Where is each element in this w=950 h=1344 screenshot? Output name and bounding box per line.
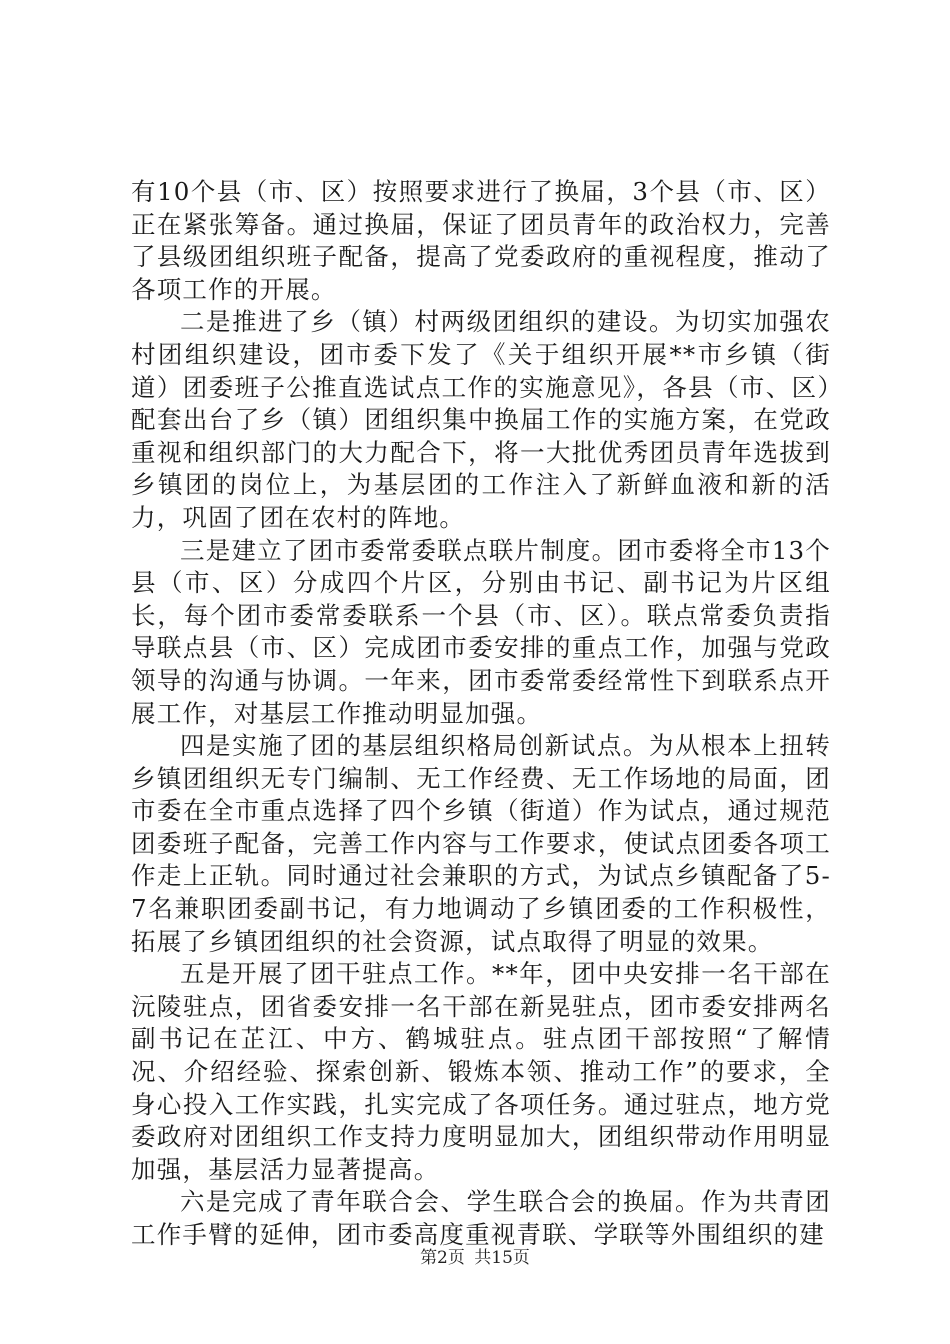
paragraph-2: 二是推进了乡（镇）村两级团组织的建设。为切实加强农村团组织建设，团市委下发了《关于组织开展**市乡镇（街道）团委班子公推直选试点工作的实施意见》，各县（市、区）配套出台了乡（镇）团组织集中换届工作的实施方案，在党政重视和组织部门的大力配合下，将一大批优秀团员青年选拔到乡镇团的岗位上，为基层团的工作注入了新鲜血液和新的活力，巩固了团在农村的阵地。 — [131, 307, 831, 532]
paragraph-continuation: 有10个县（市、区）按照要求进行了换届，3个县（市、区）正在紧张筹备。通过换届，保证了团员青年的政治权力，完善了县级团组织班子配备，提高了党委政府的重视程度，推动了各项工作的开展。 — [131, 177, 831, 304]
page-footer — [0, 1243, 950, 1268]
paragraph-3: 三是建立了团市委常委联点联片制度。团市委将全市13个县（市、区）分成四个片区，分别由书记、副书记为片区组长，每个团市委常委联系一个县（市、区）。联点常委负责指导联点县（市、区）完成团市委安排的重点工作，加强与党政领导的沟通与协调。一年来，团市委常委经常性下到联系点开展工作，对基层工作推动明显加强。 — [131, 535, 831, 728]
paragraph-6: 六是完成了青年联合会、学生联合会的换届。作为共青团工作手臂的延伸，团市委高度重视青联、学联等外围组织的建 — [131, 1187, 831, 1249]
page-number: 第2页 — [420, 1248, 465, 1268]
paragraph-5: 五是开展了团干驻点工作。**年，团中央安排一名干部在沅陵驻点，团省委安排一名干部在新晃驻点，团市委安排两名副书记在芷江、中方、鹤城驻点。驻点团干部按照“了解情况、介绍经验、探索创新、锻炼本领、推动工作”的要求，全身心投入工作实践，扎实完成了各项任务。通过驻点，地方党委政府对团组织工作支持力度明显加大，团组织带动作用明显加强，基层活力显著提高。 — [131, 959, 831, 1184]
paragraph-4: 四是实施了团的基层组织格局创新试点。为从根本上扭转乡镇团组织无专门编制、无工作经费、无工作场地的局面，团市委在全市重点选择了四个乡镇（街道）作为试点，通过规范团委班子配备，完善工作内容与工作要求，使试点团委各项工作走上正轨。同时通过社会兼职的方式，为试点乡镇配备了5-7名兼职团委副书记，有力地调动了乡镇团委的工作积极性，拓展了乡镇团组织的社会资源，试点取得了明显的效果。 — [131, 731, 831, 956]
document-body — [131, 176, 831, 1252]
page-total: 共15页 — [474, 1248, 530, 1268]
